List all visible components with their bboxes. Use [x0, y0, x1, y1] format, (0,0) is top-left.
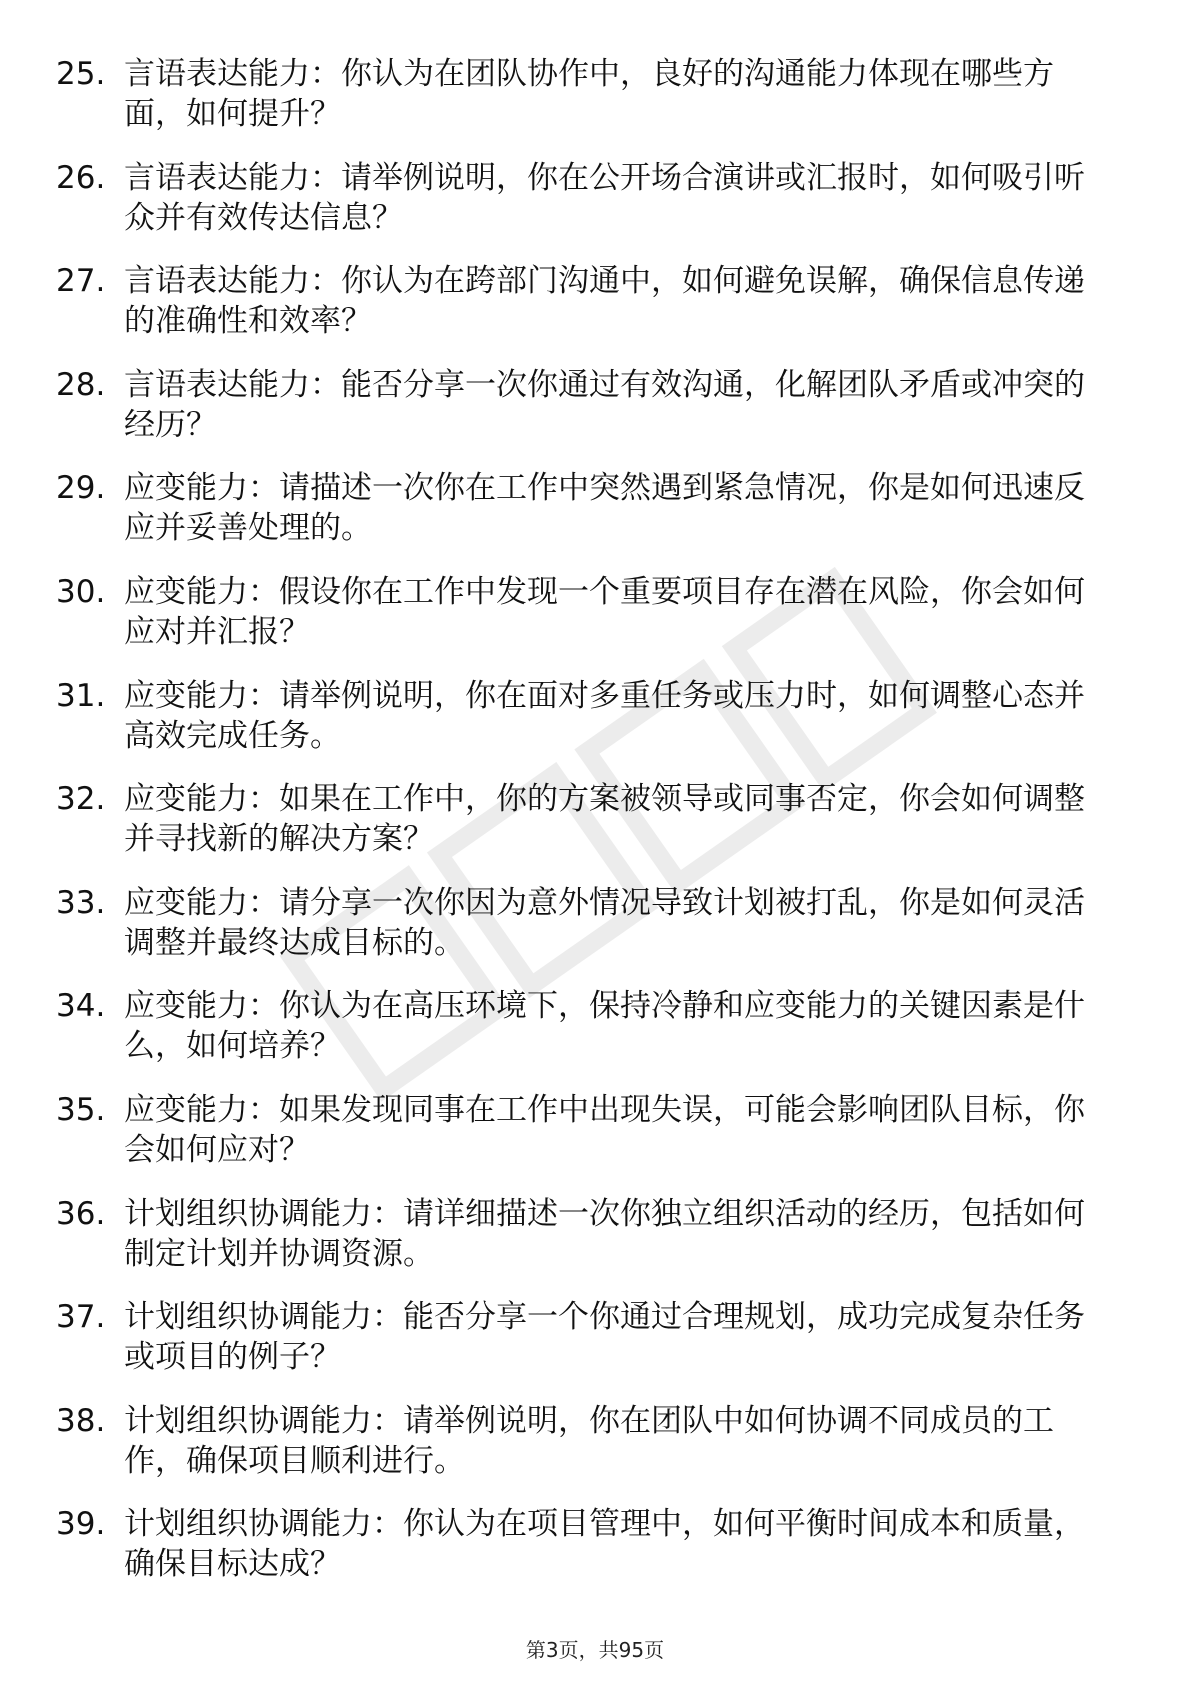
- question-text: 计划组织协调能力：请举例说明，你在团队中如何协调不同成员的工作，确保项目顺利进行。: [124, 1402, 1054, 1479]
- list-item: [56, 883, 1106, 987]
- question-text: 应变能力：如果发现同事在工作中出现失误，可能会影响团队目标，你会如何应对？: [124, 1091, 1085, 1168]
- question-number: 30.: [56, 573, 106, 610]
- question-number: 33.: [56, 884, 106, 921]
- question-number: 35.: [56, 1091, 106, 1128]
- question-number: 26.: [56, 159, 106, 196]
- question-text: 言语表达能力：你认为在团队协作中，良好的沟通能力体现在哪些方面，如何提升？: [124, 56, 1054, 132]
- question-text: 计划组织协调能力：能否分享一个你通过合理规划，成功完成复杂任务或项目的例子？: [124, 1299, 1085, 1376]
- question-text: 计划组织协调能力：请详细描述一次你独立组织活动的经历，包括如何制定计划并协调资源。: [124, 1195, 1085, 1272]
- list-item: [56, 261, 1106, 365]
- list-item: [56, 572, 1106, 676]
- question-number: 34.: [56, 988, 106, 1025]
- question-number: 38.: [56, 1402, 106, 1439]
- question-number: 32.: [56, 781, 106, 818]
- question-text: 应变能力：请分享一次你因为意外情况导致计划被打乱，你是如何灵活调整并最终达成目标的。: [124, 884, 1085, 961]
- page-footer: 第3页，共95页: [525, 1638, 665, 1662]
- question-text: 应变能力：请描述一次你在工作中突然遇到紧急情况，你是如何迅速反应并妥善处理的。: [124, 470, 1085, 547]
- question-number: 39.: [56, 1506, 106, 1543]
- question-number: 27.: [56, 263, 106, 300]
- question-number: 36.: [56, 1195, 106, 1232]
- question-list: [56, 54, 1106, 1608]
- question-number: 37.: [56, 1299, 106, 1336]
- list-item: [56, 1297, 1106, 1401]
- question-text: 言语表达能力：能否分享一次你通过有效沟通，化解团队矛盾或冲突的经历？: [124, 366, 1085, 443]
- list-item: [56, 1194, 1106, 1298]
- list-item: [56, 676, 1106, 780]
- list-item: [56, 779, 1106, 883]
- question-number: 28.: [56, 366, 106, 403]
- question-text: 计划组织协调能力：你认为在项目管理中，如何平衡时间成本和质量，确保目标达成？: [124, 1506, 1085, 1583]
- list-item: [56, 1504, 1106, 1608]
- question-text: 言语表达能力：你认为在跨部门沟通中，如何避免误解，确保信息传递的准确性和效率？: [124, 263, 1085, 340]
- question-number: 31.: [56, 677, 106, 714]
- question-text: 应变能力：假设你在工作中发现一个重要项目存在潜在风险，你会如何应对并汇报？: [124, 573, 1085, 650]
- list-item: [56, 158, 1106, 262]
- question-number: 29.: [56, 470, 106, 507]
- question-text: 应变能力：如果在工作中，你的方案被领导或同事否定，你会如何调整并寻找新的解决方案？: [124, 781, 1085, 858]
- list-item: [56, 468, 1106, 572]
- question-text: 应变能力：请举例说明，你在面对多重任务或压力时，如何调整心态并高效完成任务。: [124, 677, 1085, 754]
- list-item: [56, 365, 1106, 469]
- list-item: [56, 986, 1106, 1090]
- question-number: 25.: [56, 56, 106, 92]
- list-item: [56, 1401, 1106, 1505]
- question-text: 应变能力：你认为在高压环境下，保持冷静和应变能力的关键因素是什么，如何培养？: [124, 988, 1085, 1065]
- list-item: [56, 1090, 1106, 1194]
- question-text: 言语表达能力：请举例说明，你在公开场合演讲或汇报时，如何吸引听众并有效传达信息？: [124, 159, 1085, 236]
- list-item: [56, 54, 1106, 158]
